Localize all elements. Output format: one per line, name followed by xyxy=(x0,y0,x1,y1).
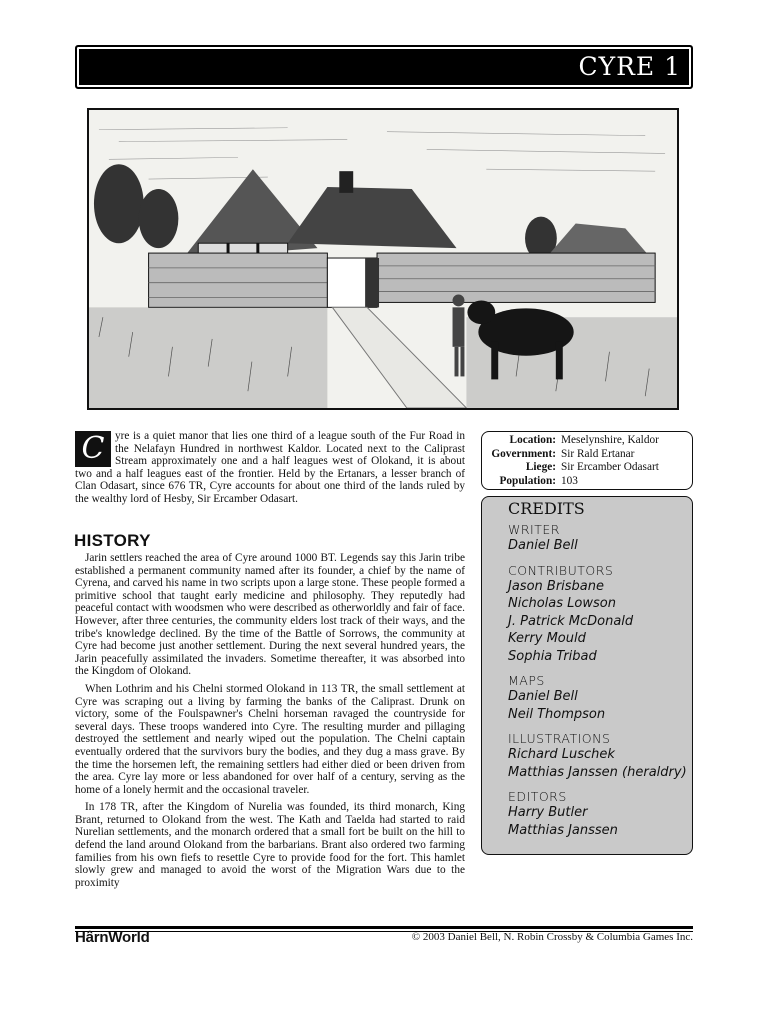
history-paragraph: Jarin settlers reached the area of Cyre around 1000 BT. Legends say this Jarin tribe established a permanent community named after its founder, a chief by the name of Cyrena, and carved his name in two scripts upon a large stone. These people formed a primitive school that taught early medicine and philosophy. They reputedly had peaceful contact with woodsmen who were described as otherworldly and fair of face. However, after three centuries, the community elders lost track of their ways, and the tribe's knowledge declined. By the time of the Battle of Sorrows, the community at Cyre had become just another settlement. During the next several hundred years, the Jarin peacefully assimilated the invaders. Sometime thereafter, it was absorbed into the Kingdom of Olokand. xyxy=(75,552,465,678)
header-bar xyxy=(75,45,693,89)
info-value: 103 xyxy=(561,474,578,487)
history-heading: HISTORY xyxy=(74,531,151,550)
info-value: Meselynshire, Kaldor xyxy=(561,434,659,446)
credit-name: Harry Butler xyxy=(508,805,588,820)
credit-name: J. Patrick McDonald xyxy=(508,613,634,629)
info-box xyxy=(481,431,693,490)
manor-illustration xyxy=(87,108,679,410)
info-row-location xyxy=(482,434,692,448)
info-row-liege xyxy=(482,461,692,475)
info-row-government xyxy=(482,448,692,462)
copyright-text: © 2003 Daniel Bell, N. Robin Crossby & Columbia Games Inc. xyxy=(411,931,693,943)
intro-paragraph xyxy=(75,430,465,506)
dropcap: C xyxy=(75,431,111,467)
credit-heading-maps: MAPS xyxy=(508,673,545,688)
info-key: Location: xyxy=(509,434,556,446)
intro-text: yre is a quiet manor that lies one third of a league south of the Fur Road in the Nelafayn Hundred in northwest Kaldor. Located next to the Caliprast Stream approximately one and a half leagues west of Olokand, it is about two and a half leagues east of the frontier. Held by the Ertanars, a lesser branch of Clan Odasart, since 676 TR, Cyre accounts for about one third of the lands ruled by the wealthy lord of Hesby, Sir Ercamber Odasart. xyxy=(75,430,465,505)
credit-name: Richard Luschek xyxy=(508,747,615,762)
credit-name: Nicholas Lowson xyxy=(508,596,616,611)
credit-name: Daniel Bell xyxy=(508,538,578,553)
info-key: Government: xyxy=(491,447,556,460)
info-value: Sir Rald Ertanar xyxy=(561,447,635,460)
harnworld-logo: HârnWorld xyxy=(75,929,150,946)
history-section xyxy=(75,552,465,894)
footer-rule xyxy=(75,926,693,929)
credit-heading-contributors: CONTRIBUTORS xyxy=(508,562,614,578)
credits-box xyxy=(481,496,693,855)
credit-name: Jason Brisbane xyxy=(508,578,605,594)
page-title: CYRE 1 xyxy=(578,52,681,81)
info-value: Sir Ercamber Odasart xyxy=(561,461,659,473)
info-key: Population: xyxy=(499,474,556,487)
credit-name: Matthias Janssen xyxy=(508,822,618,838)
info-key: Liege: xyxy=(525,461,556,473)
credit-heading-illustrations: ILLUSTRATIONS xyxy=(508,731,611,746)
credit-name: Matthias Janssen (heraldry) xyxy=(508,764,687,780)
credit-name: Neil Thompson xyxy=(508,706,606,722)
credit-name: Kerry Mould xyxy=(508,631,586,646)
credits-title: CREDITS xyxy=(508,499,585,518)
history-paragraph: When Lothrim and his Chelni stormed Olokand in 113 TR, the small settlement at Cyre was scraping out a living by farming the banks of the Caliprast. Drunk on victory, some of the Foulspawner's Chelni horseman ravaged the countryside for several days. These troops wandered into Cyre. The resulting murder and pillaging destroyed the settlement and nearly wiped out the population. The Chelni captain eventually ordered that the survivors bury the bodies, and they dug a mass grave. By the time the horsemen left, the remaining settlers had either died or been driven from the area. Cyre lay more or less abandoned for over half of a century, serving as the home of a lonely hermit and the occasional traveler. xyxy=(75,682,465,796)
manor-drawing xyxy=(89,110,677,408)
history-paragraph: In 178 TR, after the Kingdom of Nurelia was founded, its third monarch, King Brant, returned to Olokand from the west. The Kath and Taelda had started to raid Nurelian settlements, and the monarch ordered that a small fort be built on the hill to defend the land around Olokand from the barbarians. Brant also ordered two farming families from his own fiefs to resettle Cyre to provide food for the fort. This hamlet slowly grew and managed to avoid the worst of the Migration Wars due to the proximity xyxy=(75,801,465,889)
credit-heading-editors: EDITORS xyxy=(508,789,567,804)
info-row-population xyxy=(482,475,692,489)
credit-name: Daniel Bell xyxy=(508,689,578,704)
credit-name: Sophia Tribad xyxy=(508,648,597,664)
credit-heading-writer: WRITER xyxy=(508,522,560,537)
